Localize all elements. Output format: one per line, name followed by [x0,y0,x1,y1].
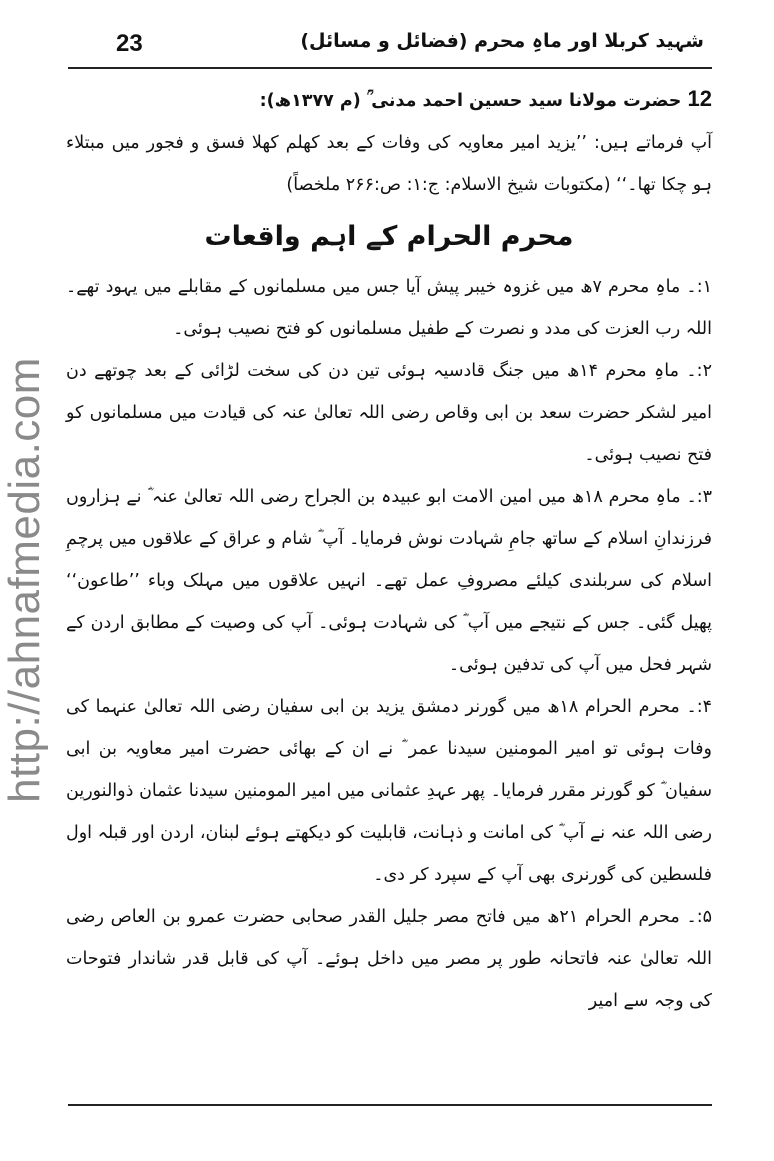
header-rule [68,67,712,69]
event-item-2: ۲:۔ ماہِ محرم ۱۴ھ میں جنگ قادسیہ ہوئی تین دن کی سخت لڑائی کے بعد چوتھے دن امیر لشکر حضرت سعد بن ابی وقاص رضی اللہ تعالیٰ عنہ کی قیادت میں مسلمانوں کو فتح نصیب ہوئی۔ [66,361,712,465]
heading-title: حضرت مولانا سید حسین احمد مدنی ؒ (م ۱۳۷۷ھ): [259,91,682,111]
section-title: محرم الحرام کے اہم واقعات [204,221,574,252]
page-number: 23 [116,30,143,57]
watermark-url: http://ahnafmedia.com [0,357,49,803]
footer-rule [68,1104,712,1106]
page-body [66,78,712,1022]
event-item-1: ۱:۔ ماہِ محرم ۷ھ میں غزوہ خیبر پیش آیا جس میں مسلمانوں کے مقابلے میں یہود تھے۔ اللہ رب العزت کی مدد و نصرت کے طفیل مسلمانوں کو فتح نصیب ہوئی۔ [66,277,712,339]
watermark [0,270,50,890]
event-item-3: ۳:۔ ماہِ محرم ۱۸ھ میں امین الامت ابو عبیدہ بن الجراح رضی اللہ تعالیٰ عنہ ؓ نے ہزاروں فرزندانِ اسلام کے ساتھ جامِ شہادت نوش فرمایا۔ آپ ؓ شام و عراق کے علاقوں میں پرچمِ اسلام کی سربلندی کیلئے مصروفِ عمل تھے۔ انہیں علاقوں میں مہلک وباء ’’طاعون‘‘ پھیل گئی۔ جس کے نتیجے میں آپ ؓ کی شہادت ہوئی۔ آپ کی وصیت کے مطابق اردن کے شہر فحل میں آپ کی تدفین ہوئی۔ [66,487,712,675]
page-header [72,30,710,66]
numbered-heading [66,78,712,122]
event-item-4: ۴:۔ محرم الحرام ۱۸ھ میں گورنر دمشق یزید بن ابی سفیان رضی اللہ تعالیٰ عنہما کی وفات ہوئی تو امیر المومنین سیدنا عمر ؓ نے ان کے بھائی حضرت امیر معاویہ بن ابی سفیان ؓ کو گورنر مقرر فرمایا۔ پھر عہدِ عثمانی میں امیر المومنین سیدنا عثمان ذوالنورین رضی اللہ عنہ نے آپ ؓ کی امانت و ذہانت، قابلیت کو دیکھتے ہوئے لبنان، اردن اور قبلہ اول فلسطین کی گورنری بھی آپ کے سپرد کر دی۔ [66,697,713,885]
quote-paragraph: آپ فرماتے ہیں: ’’یزید امیر معاویہ کی وفات کے بعد کھلم کھلا فسق و فجور میں مبتلاء ہو چکا تھا۔‘‘ (مکتوبات شیخ الاسلام: ج:۱: ص:۲۶۶ ملخصاً) [66,133,712,195]
running-title: شہید کربلا اور ماہِ محرم (فضائل و مسائل) [300,30,704,52]
event-item-5: ۵:۔ محرم الحرام ۲۱ھ میں فاتح مصر جلیل القدر صحابی حضرت عمرو بن العاص رضی اللہ تعالیٰ عنہ فاتحانہ طور پر مصر میں داخل ہوئے۔ آپ کی قابل قدر شاندار فتوحات کی وجہ سے امیر [66,907,712,1011]
heading-number: 12 [687,86,712,111]
